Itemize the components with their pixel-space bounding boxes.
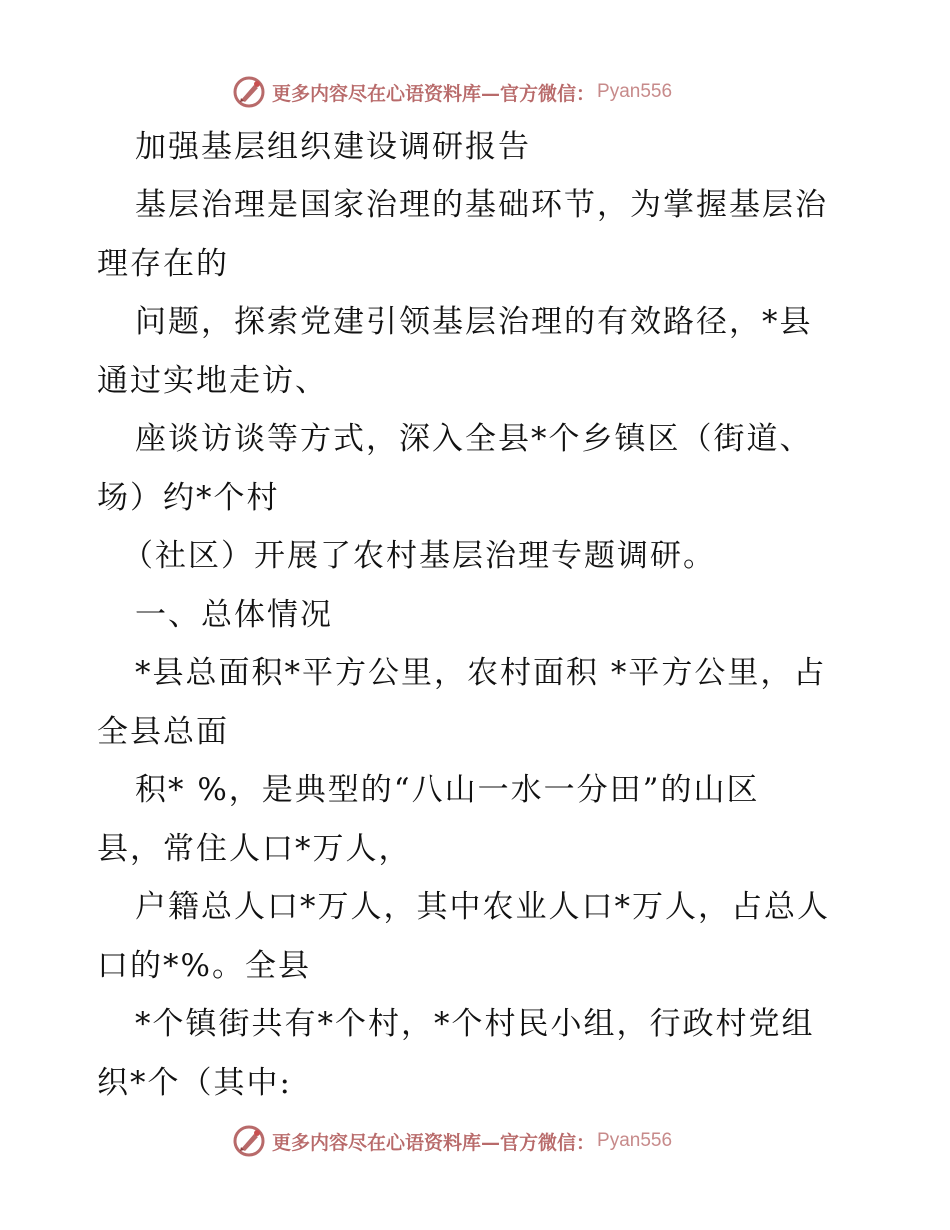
watermark-text: 更多内容尽在心语资料库—官方微信： <box>272 1131 596 1154</box>
paragraph-line: 场）约*个村 <box>97 480 280 516</box>
paragraph-line: 全县总面 <box>97 714 229 750</box>
header-watermark <box>232 72 672 112</box>
paragraph-line: 基层治理是国家治理的基础环节，为掌握基层治 <box>135 187 828 223</box>
paragraph-line: 县，常住人口*万人， <box>97 831 412 867</box>
paragraph-line: （社区）开展了农村基层治理专题调研。 <box>122 538 716 574</box>
paragraph-line: 问题，探索党建引领基层治理的有效路径，*县 <box>135 304 813 340</box>
paragraph-line: 座谈访谈等方式，深入全县*个乡镇区（街道、 <box>135 421 813 457</box>
watermark-handle: Pyan556 <box>597 81 673 102</box>
quill-pen-seal-icon <box>232 75 266 109</box>
watermark-handle: Pyan556 <box>597 1130 673 1151</box>
section-heading: 一、总体情况 <box>135 597 333 633</box>
paragraph-line: 户籍总人口*万人，其中农业人口*万人，占总人 <box>135 889 830 925</box>
paragraph-line: 织*个（其中: <box>97 1065 292 1101</box>
footer-watermark <box>232 1121 672 1161</box>
paragraph-line: 积* %，是典型的“八山一水一分田”的山区 <box>135 772 760 808</box>
quill-pen-seal-icon <box>232 1124 266 1158</box>
paragraph-line: 通过实地走访、 <box>97 363 328 399</box>
paragraph-line: *县总面积*平方公里，农村面积 *平方公里，占 <box>135 655 827 691</box>
paragraph-line: *个镇街共有*个村，*个村民小组，行政村党组 <box>135 1006 815 1042</box>
paragraph-line: 理存在的 <box>97 246 229 282</box>
document-title: 加强基层组织建设调研报告 <box>135 129 531 165</box>
paragraph-line: 口的*%。全县 <box>97 948 311 984</box>
watermark-text: 更多内容尽在心语资料库—官方微信： <box>272 82 596 105</box>
